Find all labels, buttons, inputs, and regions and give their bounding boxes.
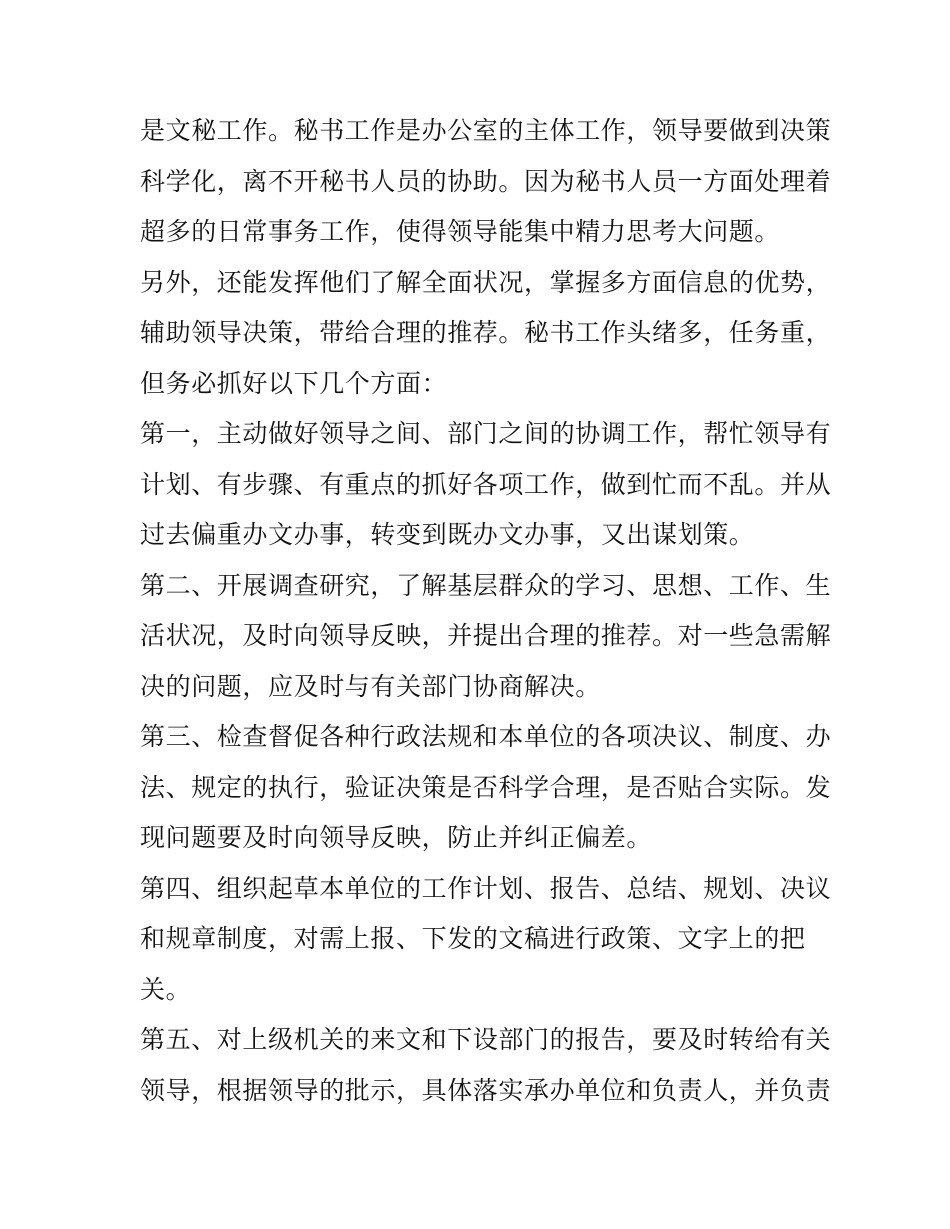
text-line: 法、规定的执行，验证决策是否科学合理，是否贴合实际。发 bbox=[140, 772, 832, 802]
paragraph-3 bbox=[140, 409, 832, 561]
text-line: 第一，主动做好领导之间、部门之间的协调工作，帮忙领导有 bbox=[140, 419, 832, 448]
text-line: 关。 bbox=[140, 974, 192, 1004]
text-line: 另外，还能发挥他们了解全面状况，掌握多方面信息的优势， bbox=[140, 267, 832, 297]
paragraph-2 bbox=[140, 258, 832, 410]
paragraph-4 bbox=[140, 561, 832, 713]
text-line: 第四、组织起草本单位的工作计划、报告、总结、规划、决议 bbox=[140, 873, 832, 903]
text-line: 但务必抓好以下几个方面： bbox=[140, 368, 448, 398]
text-line: 决的问题，应及时与有关部门协商解决。 bbox=[140, 671, 601, 701]
paragraph-7 bbox=[140, 1015, 832, 1116]
text-line: 第三、检查督促各种行政法规和本单位的各项决议、制度、办 bbox=[140, 722, 832, 751]
text-line: 超多的日常事务工作，使得领导能集中精力思考大问题。 bbox=[140, 217, 781, 246]
text-line: 现问题要及时向领导反映，防止并纠正偏差。 bbox=[140, 823, 653, 852]
text-line: 活状况，及时向领导反映，并提出合理的推荐。对一些急需解 bbox=[140, 621, 832, 650]
text-line: 第二、开展调查研究，了解基层群众的学习、思想、工作、生 bbox=[140, 570, 832, 600]
text-line: 计划、有步骤、有重点的抓好各项工作，做到忙而不乱。并从 bbox=[140, 469, 832, 499]
text-line: 和规章制度，对需上报、下发的文稿进行政策、文字上的把 bbox=[140, 924, 806, 953]
text-line: 第五、对上级机关的来文和下设部门的报告，要及时转给有关 bbox=[140, 1025, 832, 1054]
paragraph-1 bbox=[140, 106, 832, 258]
text-line: 过去偏重办文办事，转变到既办文办事，又出谋划策。 bbox=[140, 520, 755, 549]
text-line: 是文秘工作。秘书工作是办公室的主体工作，领导要做到决策 bbox=[140, 116, 832, 145]
text-line: 辅助领导决策，带给合理的推荐。秘书工作头绪多，任务重， bbox=[140, 318, 832, 347]
text-line: 科学化，离不开秘书人员的协助。因为秘书人员一方面处理着 bbox=[140, 166, 832, 196]
paragraph-5 bbox=[140, 712, 832, 864]
text-line: 领导，根据领导的批示，具体落实承办单位和负责人，并负责 bbox=[140, 1075, 832, 1105]
paragraph-6 bbox=[140, 864, 832, 1016]
document-body bbox=[140, 106, 832, 1116]
